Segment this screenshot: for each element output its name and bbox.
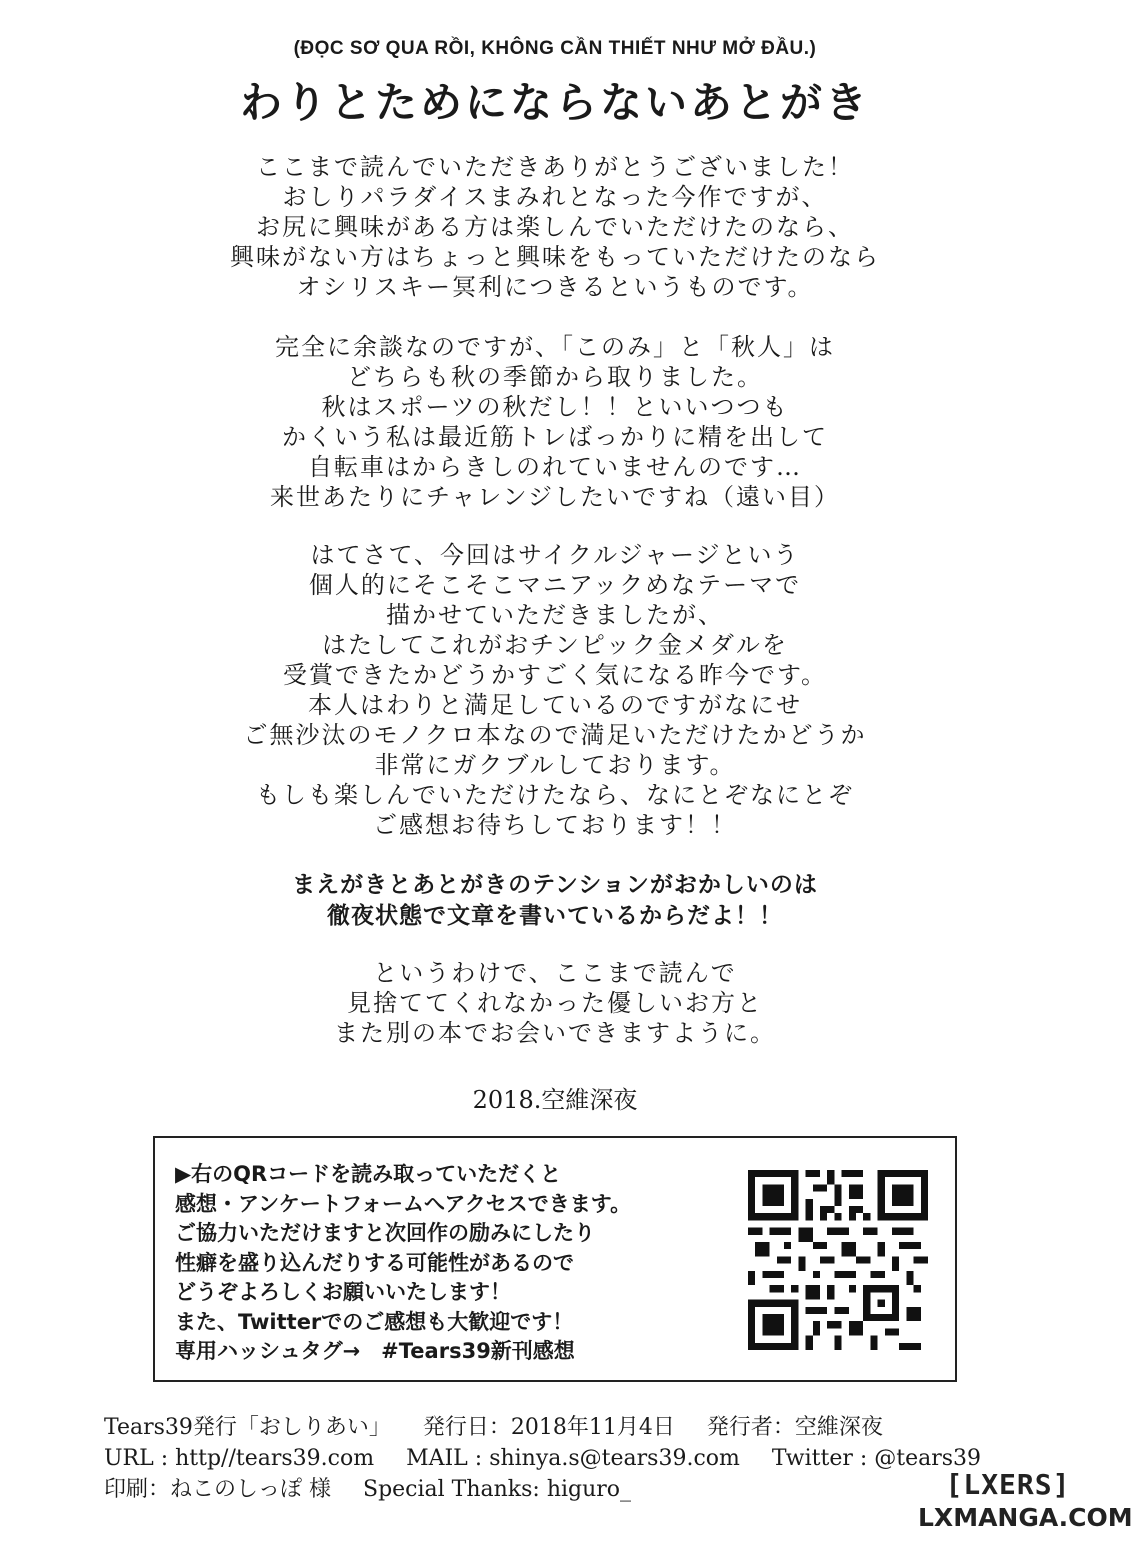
text-line: 来世あたりにチャレンジしたいですね（遠い目） <box>269 483 841 511</box>
text-line: 性癖を盛り込んだりする可能性があるので <box>175 1250 574 1275</box>
text-line: 見捨ててくれなかった優しいお方と <box>347 989 763 1017</box>
colophon-line <box>104 1474 981 1505</box>
bold-paragraph <box>0 870 1110 932</box>
special-thanks: Special Thanks: higuro_ <box>363 1477 632 1502</box>
text-line: ご無沙汰のモノクロ本なので満足いただけたかどうか <box>243 721 867 749</box>
text-line: というわけで、ここまで読んで <box>373 959 737 987</box>
text-line: 専用ハッシュタグ→ #Tears39新刊感想 <box>175 1339 575 1363</box>
text-line: かくいう私は最近筋トレばっかりに精を出して <box>282 423 828 451</box>
text-line: お尻に興味がある方は楽しんでいただけたのなら、 <box>256 213 854 241</box>
twitter-link[interactable]: Twitter : @tears39 <box>771 1446 982 1471</box>
colophon <box>104 1412 981 1505</box>
url-link[interactable]: URL : http//tears39.com <box>104 1446 375 1471</box>
text-line: おしりパラダイスまみれとなった今作ですが、 <box>282 183 828 211</box>
publisher-info: Tears39発行「おしりあい」 <box>104 1415 391 1440</box>
text-line: はてさて、今回はサイクルジャージという <box>310 541 800 569</box>
text-line: ここまで読んでいただきありがとうございました！ <box>256 153 854 181</box>
watermark-line: LXMANGA.COM <box>918 1503 1133 1532</box>
text-line: 完全に余談なのですが、「このみ」と「秋人」は <box>275 333 835 361</box>
qr-code-icon[interactable] <box>748 1170 928 1350</box>
paragraph-theme <box>0 540 1110 840</box>
box-text <box>175 1160 631 1367</box>
watermark <box>918 1468 1133 1542</box>
text-line: 受賞できたかどうかすごく気になる昨今です。 <box>282 661 828 689</box>
text-line: また別の本でお会いできますように。 <box>334 1019 776 1047</box>
text-line: ご感想お待ちしております！！ <box>373 811 737 839</box>
mail-link[interactable]: MAIL : shinya.s@tears39.com <box>406 1446 740 1471</box>
text-line: 興味がない方はちょっと興味をもっていただけたのなら <box>230 243 880 271</box>
colophon-line <box>104 1412 981 1443</box>
issuer: 発行者：空維深夜 <box>706 1415 883 1440</box>
text-line: どちらも秋の季節から取りました。 <box>347 363 763 391</box>
paragraph-thanks <box>0 152 1110 302</box>
printer-info: 印刷：ねこのしっぽ 様 <box>104 1477 331 1502</box>
text-line: また、Twitterでのご感想も大歓迎です！ <box>175 1309 574 1334</box>
watermark-line: [LXERS] <box>945 1468 1071 1501</box>
text-line: もしも楽しんでいただけたなら、なにとぞなにとぞ <box>256 781 854 809</box>
publish-date: 発行日：2018年11月4日 <box>422 1415 675 1440</box>
paragraph-farewell <box>0 958 1110 1048</box>
text-line: 徹夜状態で文章を書いているからだよ！！ <box>327 903 783 929</box>
text-line: 感想・アンケートフォームへアクセスできます。 <box>175 1191 632 1216</box>
text-line: 自転車はからきしのれていませんのです… <box>308 453 802 481</box>
text-line: はたしてこれがおチンピック金メダルを <box>322 631 788 659</box>
text-line: オシリスキー冥利につきるというものです。 <box>296 273 814 301</box>
text-line: 秋はスポーツの秋だし！！といいつつも <box>321 393 789 421</box>
text-line: 個人的にそこそこマニアックめなテーマで <box>308 571 802 599</box>
text-line: 非常にガクブルしております。 <box>374 751 736 779</box>
text-line: ▶右のQRコードを読み取っていただくと <box>175 1162 562 1186</box>
signature: 2018.空維深夜 <box>472 1086 638 1114</box>
text-line: まえがきとあとがきのテンションがおかしいのは <box>292 872 818 898</box>
paragraph-names <box>0 332 1110 512</box>
page-title: わりとためにならないあとがき <box>239 78 870 127</box>
text-line: どうぞよろしくお願いいたします！ <box>175 1280 511 1304</box>
qr-info-box <box>153 1136 957 1382</box>
text-line: ご協力いただけますと次回作の励みにしたり <box>175 1221 595 1245</box>
text-line: 描かせていただきましたが、 <box>386 601 724 629</box>
text-line: 本人はわりと満足しているのですがなにせ <box>308 691 802 719</box>
colophon-line <box>104 1443 981 1474</box>
subtitle: (ĐỌC SƠ QUA RỒI, KHÔNG CẦN THIẾT NHƯ MỞ ĐẦU.) <box>293 38 817 59</box>
